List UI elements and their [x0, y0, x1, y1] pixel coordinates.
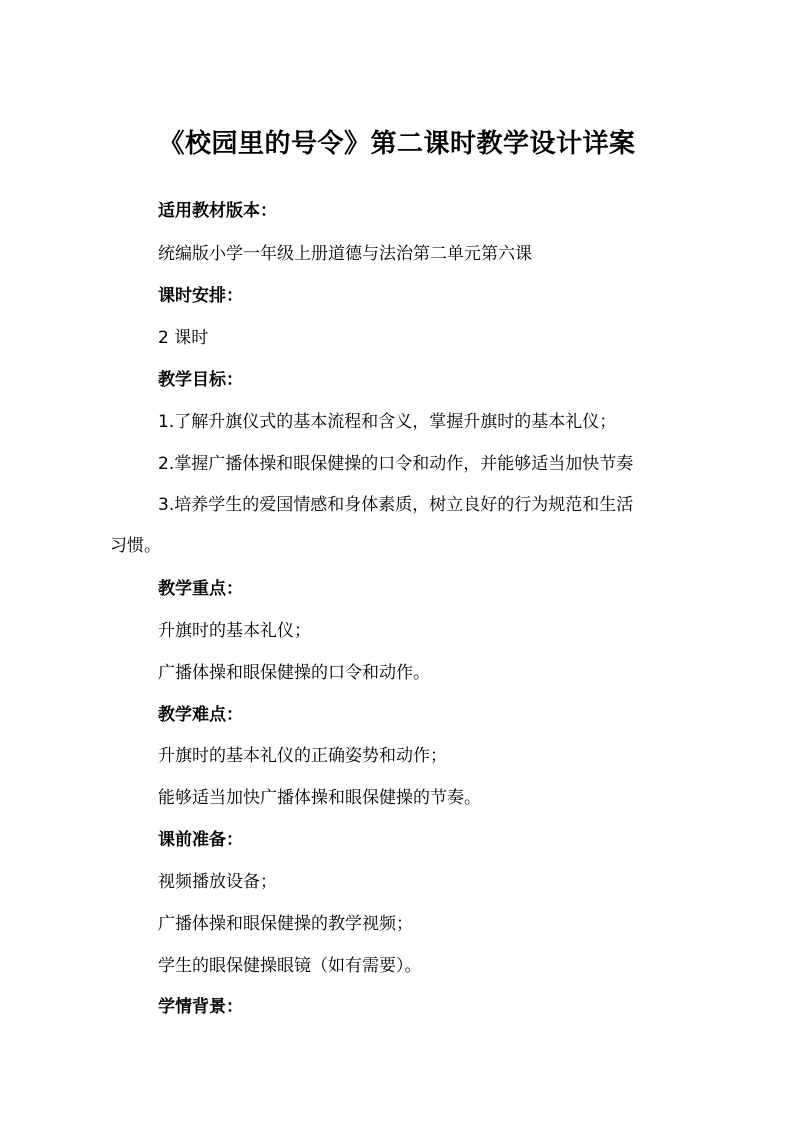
heading-learning-background: 学情背景：	[158, 997, 243, 1017]
heading-difficulties: 教学难点：	[158, 705, 243, 725]
heading-lesson-schedule: 课时安排：	[158, 286, 243, 306]
heading-preparation: 课前准备：	[158, 830, 243, 850]
paragraph-preparation-1: 视频播放设备；	[158, 872, 277, 892]
paragraph-textbook-version: 统编版小学一年级上册道德与法治第二单元第六课	[158, 244, 532, 264]
heading-key-points: 教学重点：	[158, 579, 243, 599]
paragraph-lesson-schedule: 2 课时	[158, 328, 209, 348]
heading-textbook-version: 适用教材版本：	[158, 201, 277, 221]
paragraph-goal-3: 3.培养学生的爱国情感和身体素质，树立良好的行为规范和生活	[158, 495, 634, 515]
paragraph-key-point-1: 升旗时的基本礼仪；	[158, 621, 311, 641]
paragraph-goal-3-continued: 习惯。	[110, 536, 161, 556]
paragraph-goal-1: 1.了解升旗仪式的基本流程和含义，掌握升旗时的基本礼仪；	[158, 412, 617, 432]
document-title: 《校园里的号令》第二课时教学设计详案	[158, 129, 636, 159]
paragraph-preparation-3: 学生的眼保健操眼镜（如有需要）。	[158, 956, 422, 976]
paragraph-key-point-2: 广播体操和眼保健操的口令和动作。	[158, 663, 430, 683]
heading-teaching-goals: 教学目标：	[158, 370, 243, 390]
paragraph-preparation-2: 广播体操和眼保健操的教学视频；	[158, 914, 413, 934]
paragraph-difficulty-2: 能够适当加快广播体操和眼保健操的节奏。	[158, 788, 481, 808]
paragraph-difficulty-1: 升旗时的基本礼仪的正确姿势和动作；	[158, 746, 447, 766]
paragraph-goal-2: 2.掌握广播体操和眼保健操的口令和动作，并能够适当加快节奏	[158, 454, 634, 474]
